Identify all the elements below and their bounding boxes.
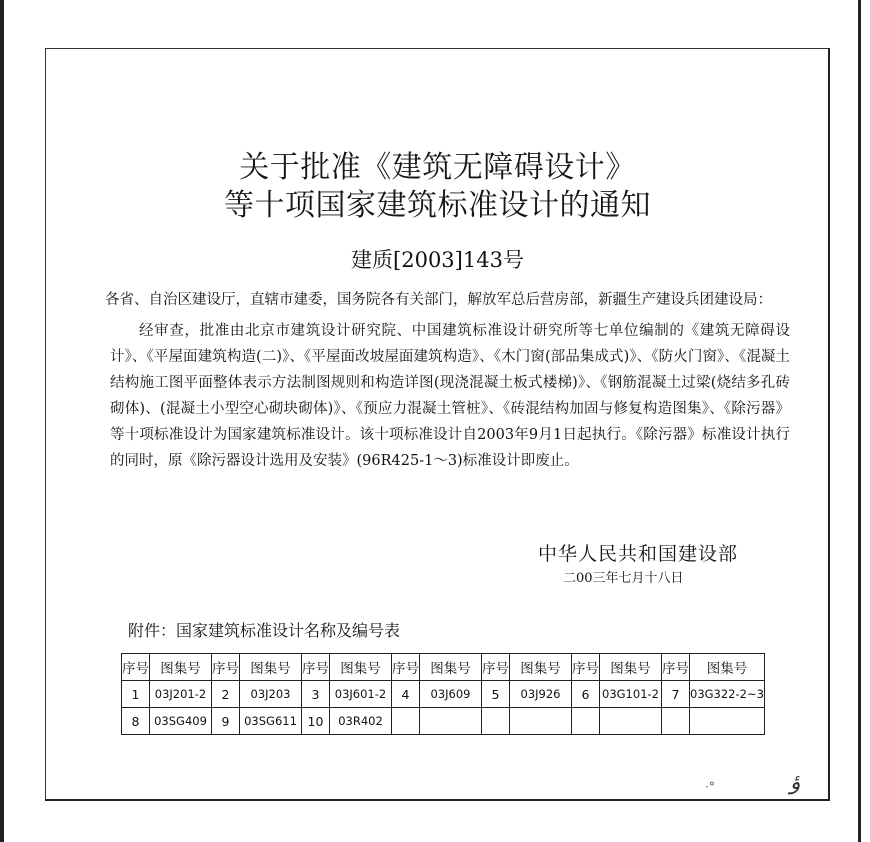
header-code: 图集号: [330, 654, 392, 681]
header-seq: 序号: [392, 654, 420, 681]
seq-cell: 10: [302, 708, 330, 735]
seq-cell: [392, 708, 420, 735]
seq-cell: [482, 708, 510, 735]
seq-cell: [572, 708, 600, 735]
seq-cell: 8: [122, 708, 150, 735]
code-cell: 03G101-2: [600, 681, 662, 708]
code-cell: 03SG409: [150, 708, 212, 735]
body-text: 经审查，批准由北京市建筑设计研究院、中国建筑标准设计研究所等七单位编制的《建筑无障碍设计》、《平屋面建筑构造(二)》、《平屋面改坡屋面建筑构造》、《木门窗(部品集成式)》、《防火门窗》、《混凝土结构施工图平面整体表示方法制图规则和构造详图(现浇混凝土板式楼梯)》、《钢筋混凝土过梁(烧结多孔砖砌体)、(混凝土小型空心砌块砌体)》、《预应力混凝土管桩》、《砖混结构加固与修复构造图集》、《除污器》等十项标准设计为国家建筑标准设计。该十项标准设计自2003年9月1日起执行。《除污器》标准设计执行的同时，原《除污器设计选用及安装》(96R425-1～3)标准设计即废止。: [110, 323, 790, 469]
code-cell: 03SG611: [240, 708, 302, 735]
seq-cell: 6: [572, 681, 600, 708]
seq-cell: 2: [212, 681, 240, 708]
header-seq: 序号: [572, 654, 600, 681]
title-line-2: 等十项国家建筑标准设计的通知: [224, 188, 651, 223]
seq-cell: 3: [302, 681, 330, 708]
code-cell: 03J203: [240, 681, 302, 708]
code-cell: [600, 708, 662, 735]
corner-mark-dots: ·°: [705, 780, 715, 794]
seq-cell: [662, 708, 690, 735]
header-seq: 序号: [302, 654, 330, 681]
header-seq: 序号: [482, 654, 510, 681]
header-seq: 序号: [212, 654, 240, 681]
document-number: 建质[2003]143号: [351, 248, 524, 272]
scan-left-edge: [0, 0, 4, 842]
seq-cell: 1: [122, 681, 150, 708]
code-cell: 03J926: [510, 681, 572, 708]
code-cell: 03J201-2: [150, 681, 212, 708]
code-cell: 03R402: [330, 708, 392, 735]
header-seq: 序号: [662, 654, 690, 681]
title-line-1: 关于批准《建筑无障碍设计》: [239, 150, 636, 185]
seq-cell: 7: [662, 681, 690, 708]
seq-cell: 9: [212, 708, 240, 735]
header-code: 图集号: [150, 654, 212, 681]
header-code: 图集号: [240, 654, 302, 681]
code-cell: 03J601-2: [330, 681, 392, 708]
table-row: [122, 708, 765, 735]
issue-date: 二00三年七月十八日: [563, 571, 684, 586]
scan-right-edge: [858, 0, 861, 842]
code-cell: 03G322-2~3: [690, 681, 765, 708]
header-code: 图集号: [420, 654, 482, 681]
addressee: 各省、自治区建设厅，直辖市建委，国务院各有关部门，解放军总后营房部，新疆生产建设兵团建设局：: [105, 292, 772, 308]
code-cell: [510, 708, 572, 735]
seq-cell: 4: [392, 681, 420, 708]
header-code: 图集号: [690, 654, 765, 681]
header-code: 图集号: [510, 654, 572, 681]
code-cell: [420, 708, 482, 735]
code-cell: 03J609: [420, 681, 482, 708]
issuer: 中华人民共和国建设部: [538, 543, 739, 565]
standards-table: [121, 653, 765, 735]
header-code: 图集号: [600, 654, 662, 681]
attachment-title: 附件：国家建筑标准设计名称及编号表: [128, 621, 401, 640]
table-header-row: [122, 654, 765, 681]
corner-mark-handwritten: ؤ: [790, 770, 801, 795]
code-cell: [690, 708, 765, 735]
table-row: [122, 681, 765, 708]
header-seq: 序号: [122, 654, 150, 681]
seq-cell: 5: [482, 681, 510, 708]
